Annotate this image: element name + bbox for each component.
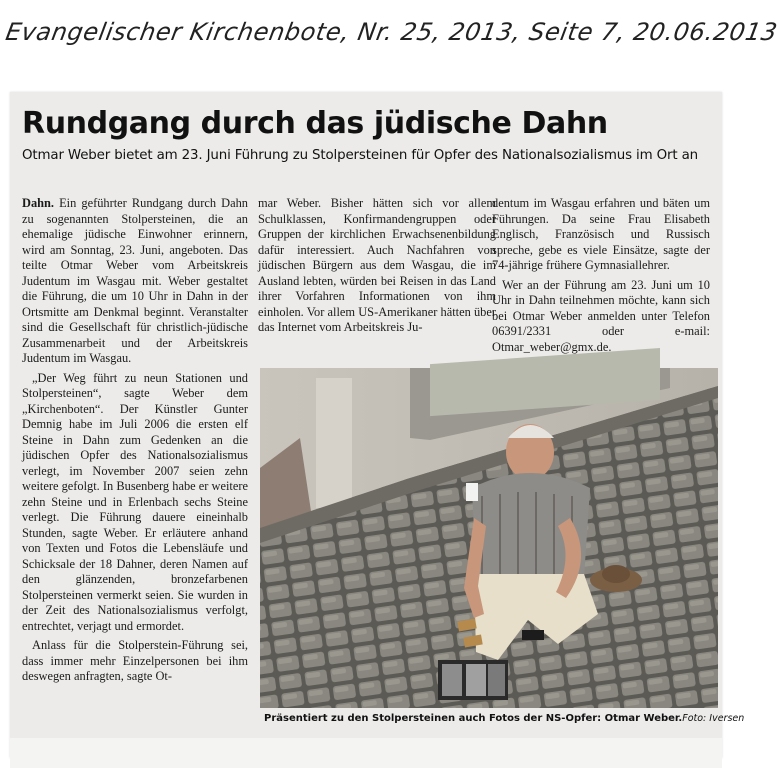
handwritten-source-note: Evangelischer Kirchenbote, Nr. 25, 2013, Seite 7, 20.06.2013 (3, 18, 780, 46)
paragraph-languages: dentum im Wasgau erfahren und bäten um Führungen. Da seine Frau Elisabeth Englisch, Französisch und Russisch spreche, gebe es viele Einsätze, sagte der 74-jährige frühere Gymnasiallehrer. (492, 196, 710, 272)
paragraph-intro (22, 196, 248, 367)
dateline: Dahn. (22, 196, 55, 210)
article-column-1 (22, 196, 248, 685)
article-column-2 (258, 196, 496, 336)
paragraph-intro-text: Ein geführter Rundgang durch Dahn zu sogenannten Stolpersteinen, die an ehemalige jüdische Einwohner erinnern, wird am Sonntag, 23. Juni, angeboten. Das teilte Otmar Weber vom Arbeitskreis Judentum im Wasgau mit. Weber gestaltet die Führung, die um 10 Uhr in Dahn in der Ortsmitte am Denkmal beginnt. Veranstalter sind die Gesellschaft für christlich-jüdische Zusammenarbeit und der Arbeitskreis Judentum im Wasgau. (22, 196, 248, 365)
paragraph-quote: „Der Weg führt zu neun Stationen und Stolpersteinen“, sagte Weber dem „Kirchenboten“. Der Künstler Gunter Demnig habe im Juli 2006 die ersten elf Steine in Dahn zum Gedenken an die jüdischen Opfer des Nationalsozialismus verlegt, im November 2007 seien zehn weitere gefolgt. In Busenberg habe er weitere zehn Steine und in Erlenbach sechs Steine verlegt. Die Führung dauere eineinhalb Stunden, sagte Weber. Er erläutere anhand von Texten und Fotos die Lebensläufe und Schicksale der 18 Dahner, deren Namen auf den glänzenden, bronzefarbenen Stolpersteinen vermerkt seien. Sie wurden in der Zeit des Nationalsozialismus verfolgt, entrechtet, verjagt und ermordet. (22, 370, 248, 633)
handwritten-annotation-area (0, 0, 780, 92)
article-headline: Rundgang durch das jüdische Dahn (22, 106, 608, 141)
photo-credit: Foto: Iversen (682, 713, 745, 724)
article-subline: Otmar Weber bietet am 23. Juni Führung zu Stolpersteinen für Opfer des Nationalsozialismus im Ort an (22, 148, 698, 163)
article-photo (260, 368, 718, 708)
paragraph-interest: mar Weber. Bisher hätten sich vor allem Schulklassen, Konfirmandengruppen oder Gruppen der kirchlichen Erwachsenenbildung dafür interessiert. Auch Nachfahren von jüdischen Bürgern aus dem Wasgau, die im Ausland lebten, würden bei Reisen in das Land ihrer Vorfahren Informationen von ihm einholen. Vor allem US-Amerikaner hätten über das Internet vom Arbeitskreis Ju- (258, 196, 496, 334)
photo-caption-row (264, 713, 745, 724)
photo-caption: Präsentiert zu den Stolpersteinen auch Fotos der NS-Opfer: Otmar Weber. (264, 713, 683, 724)
paragraph-registration: Wer an der Führung am 23. Juni um 10 Uhr in Dahn teilnehmen möchte, kann sich bei Otmar Weber anmelden unter Telefon 06391/2331 oder e-mail: Otmar_weber@gmx.de. (492, 277, 710, 354)
clipping-bottom-edge (10, 738, 722, 768)
photo-illustration (260, 368, 718, 708)
paragraph-reason: Anlass für die Stolperstein-Führung sei, dass immer mehr Einzelpersonen bei ihm deswegen anfragten, sagte Ot- (22, 638, 248, 683)
article-column-3 (492, 196, 710, 375)
